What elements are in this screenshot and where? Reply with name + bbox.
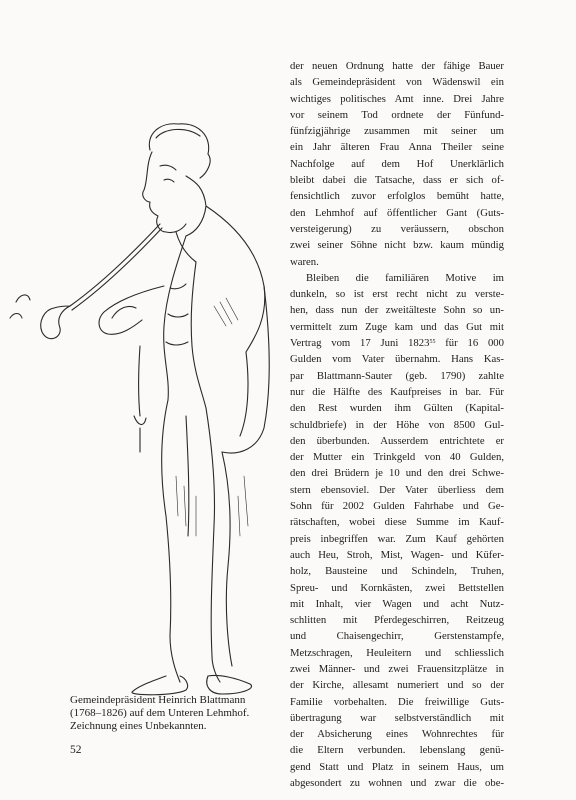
text-line: gend Statt und Platz in seinem Haus, um (290, 760, 504, 773)
text-line: fensichtlich zuvor erfolglos bemüht hatte, (290, 190, 504, 203)
text-line-part: Vertrag vom 17 Juni 1823 (290, 337, 430, 350)
text-line: den drei Brüdern je 10 und den drei Schwe- (290, 467, 504, 480)
text-line: Familie vorbehalten. Die freiwillige Guts- (290, 695, 504, 708)
text-line: wichtiges politisches Amt inne. Drei Jahre (290, 92, 504, 105)
text-line: rätschaften, wobei diese Summe im Kauf- (290, 516, 504, 529)
text-line: nur die Hälfte des Kaufpreises in bar. Für (290, 385, 504, 398)
text-line: Sohn für 2002 Gulden Fahrhabe und Ge- (290, 500, 504, 513)
text-line: den Lehmhof auf öffentlicher Gant (Guts- (290, 206, 504, 219)
text-line: bleibt dabei die Tatsache, dass er sich of- (290, 174, 504, 187)
text-line: holz, Bausteine und Schindeln, Truhen, (290, 565, 504, 578)
body-text-column (290, 58, 504, 791)
text-line: Gulden vom Vater übernahm. Hans Kas- (290, 353, 504, 366)
text-line: Spreu- und Kornkästen, zwei Bettstellen (290, 581, 504, 594)
text-line: der neuen Ordnung hatte der fähige Bauer (290, 60, 504, 72)
caption-line: Zeichnung eines Unbekannten. (70, 720, 207, 733)
text-line: waren. (290, 255, 319, 268)
text-line: mit Inhalt, vier Wagen und acht Nutz- (290, 597, 504, 610)
text-line: stern ebensoviel. Der Vater überliess dem (290, 483, 504, 496)
paragraph-start-line: Bleiben die familiären Motive im (306, 271, 504, 284)
text-line: schlitten mit Pferdegeschirren, Reitzeug (290, 614, 504, 627)
text-line: der Absicherung eines Wohnrechtes für (290, 728, 504, 741)
text-line: vermittelt zum Zuge kam und das Gut mit (290, 320, 504, 333)
text-line: der Kirche, allesamt numeriert und so der (290, 679, 504, 692)
text-line-with-footnote (290, 335, 504, 351)
text-line: vor seinem Tod ordnete der Fünfund- (290, 108, 504, 121)
figure-caption (70, 694, 285, 734)
text-line: zwei Männer- und zwei Frauensitzplätze in (290, 662, 504, 675)
text-line: par Blattmann-Sauter (geb. 1790) zahlte (290, 369, 504, 382)
text-line-part: für 16 000 (435, 337, 504, 350)
text-line: fünfzigjährige zusammen mit seiner um (290, 125, 504, 138)
text-line: als Gemeindepräsident von Wädenswil ein (290, 76, 504, 89)
text-line: ein Jahr älteren Frau Anna Theiler seine (290, 141, 504, 154)
text-line: den Rest wurden ihm Gülten (Kapital- (290, 402, 504, 415)
text-line: die Eltern verbunden. lebenslang genü- (290, 744, 504, 757)
text-line: auch Heu, Stroh, Mist, Wagen- und Küfer- (290, 548, 504, 561)
text-line: zwei seiner Söhne nicht bzw. kaum mündig (290, 239, 504, 252)
text-line: Nachfolge auf dem Hof Unerklärlich (290, 157, 504, 170)
text-line: übertragung war selbstverständlich mit (290, 711, 504, 724)
text-line: dunkeln, so ist erst recht nicht zu verste- (290, 288, 504, 301)
footnote-marker: 55 (429, 339, 436, 346)
text-line: preis inbegriffen war. Zum Kauf gehörten (290, 532, 504, 545)
portrait-drawing (0, 56, 283, 696)
text-line: versteigerung) zu veräussern, obschon (290, 222, 504, 235)
text-line: hen, dass nun der zweitälteste Sohn so un- (290, 304, 504, 317)
text-line: den überbunden. Ausserdem entrichtete er (290, 434, 504, 447)
text-line: schuldbriefe) in der Höhe von 8500 Gul- (290, 418, 504, 431)
caption-line: (1768–1826) auf dem Unteren Lehmhof. (70, 707, 250, 720)
caption-line: Gemeindepräsident Heinrich Blattmann (70, 694, 246, 706)
text-line: und Chaisengechirr, Gerstenstampfe, (290, 630, 504, 643)
text-line: der Mutter ein Trinkgeld von 40 Gulden, (290, 451, 504, 464)
text-line: Metzschragen, Heuleitern und schliesslich (290, 646, 504, 659)
page-number: 52 (70, 744, 82, 756)
text-line: abgesondert zu wohnen und zwar die obe- (290, 777, 504, 790)
